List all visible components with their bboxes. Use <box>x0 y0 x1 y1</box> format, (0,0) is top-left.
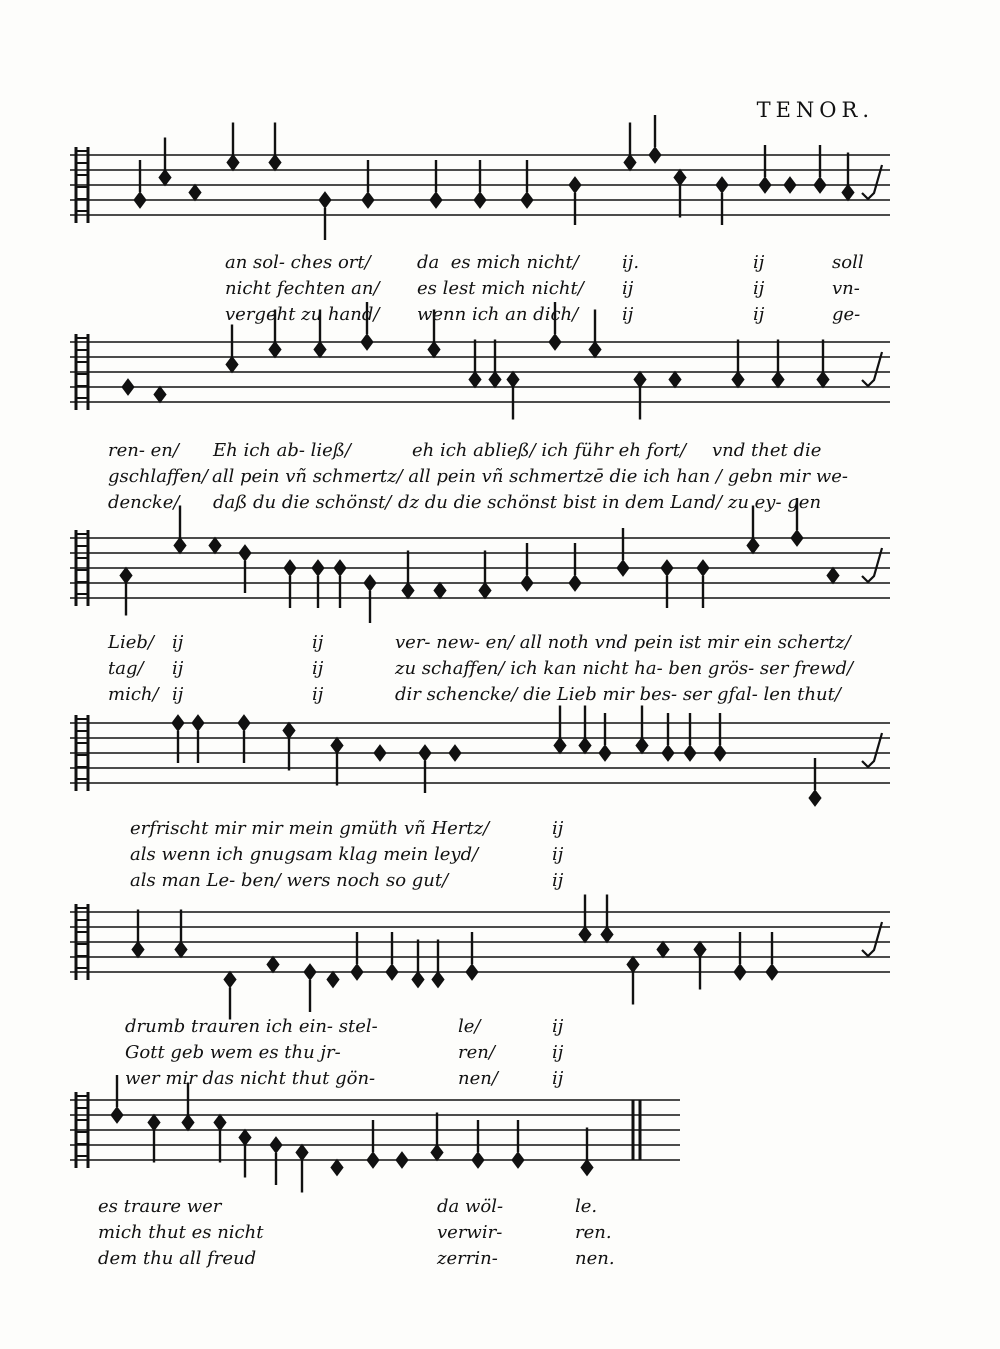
note <box>351 932 363 980</box>
note <box>466 932 478 980</box>
note <box>239 545 251 593</box>
note <box>784 177 796 193</box>
lyric-text: nicht fechten an/ <box>225 278 380 299</box>
note <box>192 715 204 763</box>
note <box>714 713 726 761</box>
note <box>367 1120 379 1168</box>
lyric-text: gschlaffen/ <box>108 466 208 487</box>
note <box>159 138 171 186</box>
staff <box>0 518 1000 628</box>
staff <box>0 135 1000 245</box>
note <box>334 560 346 608</box>
lyric-text: zerrin- <box>437 1248 498 1269</box>
note <box>227 123 239 171</box>
note <box>589 310 601 358</box>
lyric-text: eh ich abließ/ ich führ eh fort/ <box>412 440 687 461</box>
note <box>431 1113 443 1161</box>
lyric-text: mich/ <box>108 684 159 705</box>
note <box>716 177 728 225</box>
note <box>732 340 744 388</box>
note <box>331 738 343 786</box>
lyric-text: tag/ <box>108 658 144 679</box>
lyric-text: daß du die schönst/ <box>213 492 392 513</box>
lyric-text: Eh ich ab- ließ/ <box>213 440 351 461</box>
lyric-text: erfrischt mir mir mein gmüth vñ Hertz/ <box>130 818 490 839</box>
note <box>759 145 771 193</box>
note <box>636 706 648 754</box>
part-name: TENOR. <box>756 98 874 122</box>
note <box>396 1152 408 1168</box>
note <box>175 910 187 958</box>
note <box>842 153 854 201</box>
staff <box>0 892 1000 1002</box>
note <box>766 932 778 980</box>
note <box>827 568 839 584</box>
lyric-text: es lest mich nicht/ <box>417 278 584 299</box>
note <box>284 560 296 608</box>
note <box>434 583 446 599</box>
note <box>224 972 236 1020</box>
lyric-text: ij <box>552 844 564 865</box>
lyric-text: als man Le- ben/ wers noch so gut/ <box>130 870 449 891</box>
lyric-text: ij <box>172 684 184 705</box>
note <box>809 758 821 806</box>
note <box>512 1120 524 1168</box>
lyric-text: drumb trauren ich ein- stel- <box>125 1016 378 1037</box>
note <box>283 723 295 771</box>
note <box>419 745 431 793</box>
note <box>662 713 674 761</box>
note <box>581 1128 593 1176</box>
note <box>111 1075 123 1123</box>
note <box>579 706 591 754</box>
staff <box>0 322 1000 432</box>
lyric-text: dir schencke/ die Lieb mir bes- ser gfal- len thut/ <box>395 684 841 705</box>
note <box>312 560 324 608</box>
note <box>489 340 501 388</box>
note <box>148 1115 160 1163</box>
note <box>304 964 316 1012</box>
lyric-text: ij <box>172 632 184 653</box>
staff <box>0 703 1000 813</box>
lyric-text: es traure wer <box>98 1196 222 1217</box>
note <box>634 372 646 420</box>
lyric-text: dz du die schönst bist in dem Land/ zu ey- gen <box>398 492 822 513</box>
lyric-text: all pein vñ schmertz/ all pein vñ schmertzē die ich han / gebn mir we- <box>212 466 848 487</box>
note <box>599 713 611 761</box>
lyric-text: ge- <box>832 304 861 325</box>
note <box>214 1115 226 1163</box>
note <box>674 170 686 218</box>
note <box>657 942 669 958</box>
note <box>521 543 533 591</box>
lyric-text: vn- <box>832 278 860 299</box>
note <box>362 160 374 208</box>
note <box>569 177 581 225</box>
lyric-text: ij <box>172 658 184 679</box>
lyric-text: da es mich nicht/ <box>417 252 579 273</box>
lyric-text: ij <box>622 304 634 325</box>
note <box>402 551 414 599</box>
note <box>601 895 613 943</box>
note <box>479 551 491 599</box>
note <box>296 1145 308 1193</box>
staff <box>0 1080 1000 1190</box>
lyric-text: zu schaffen/ ich kan nicht ha- ben grös- ser frewd/ <box>395 658 854 679</box>
note <box>521 160 533 208</box>
note <box>507 372 519 420</box>
note <box>364 575 376 623</box>
note <box>661 560 673 608</box>
note <box>154 387 166 403</box>
note <box>267 957 279 973</box>
lyric-text: dem thu all freud <box>98 1248 257 1269</box>
note <box>374 745 386 761</box>
lyric-text: ij <box>552 1016 564 1037</box>
note <box>554 706 566 754</box>
lyric-text: ij <box>312 684 324 705</box>
lyric-text: ij <box>312 632 324 653</box>
lyric-text: vnd thet die <box>712 440 822 461</box>
note <box>817 340 829 388</box>
note <box>814 145 826 193</box>
note <box>432 940 444 988</box>
lyric-text: ij <box>753 304 765 325</box>
lyric-text: wenn ich an dich/ <box>417 304 579 325</box>
lyric-text: ij <box>622 278 634 299</box>
note <box>270 1137 282 1185</box>
note <box>189 185 201 201</box>
note <box>579 895 591 943</box>
note <box>617 528 629 576</box>
lyric-text: ij. <box>622 252 640 273</box>
note <box>624 123 636 171</box>
note <box>649 115 661 163</box>
note <box>172 715 184 763</box>
note <box>239 1130 251 1178</box>
note <box>238 715 250 763</box>
lyric-text: als wenn ich gnugsam klag mein leyd/ <box>130 844 479 865</box>
note <box>132 910 144 958</box>
lyric-text: dencke/ <box>108 492 180 513</box>
lyric-text: mich thut es nicht <box>98 1222 264 1243</box>
note <box>474 160 486 208</box>
note <box>669 372 681 388</box>
note <box>627 957 639 1005</box>
lyric-text: ij <box>552 818 564 839</box>
note <box>319 192 331 240</box>
lyric-text: ij <box>552 870 564 891</box>
lyric-text: ij <box>753 252 765 273</box>
note <box>386 932 398 980</box>
lyric-text: wer mir das nicht thut gön- <box>125 1068 376 1089</box>
lyric-text: da wöl- <box>437 1196 504 1217</box>
note <box>122 379 134 395</box>
note <box>694 942 706 990</box>
lyric-text: ren- en/ <box>108 440 179 461</box>
note <box>269 123 281 171</box>
note <box>697 560 709 608</box>
lyric-text: le. <box>575 1196 598 1217</box>
note <box>734 932 746 980</box>
note <box>449 745 461 761</box>
lyric-text: verwir- <box>437 1222 503 1243</box>
note <box>430 160 442 208</box>
lyric-text: ver- new- en/ all noth vnd pein ist mir ein schertz/ <box>395 632 851 653</box>
note <box>469 340 481 388</box>
lyric-text: ren/ <box>458 1042 495 1063</box>
lyric-text: soll <box>832 252 864 273</box>
lyric-text: nen/ <box>458 1068 498 1089</box>
note <box>209 538 221 554</box>
note <box>134 160 146 208</box>
lyric-text: nen. <box>575 1248 615 1269</box>
lyric-text: ij <box>552 1068 564 1089</box>
lyric-text: le/ <box>458 1016 481 1037</box>
lyric-text: Gott geb wem es thu jr- <box>125 1042 341 1063</box>
note <box>684 713 696 761</box>
note <box>472 1120 484 1168</box>
lyric-text: ij <box>312 658 324 679</box>
note <box>120 568 132 616</box>
lyric-text: vergeht zu hand/ <box>225 304 380 325</box>
lyric-text: ij <box>552 1042 564 1063</box>
lyric-text: Lieb/ <box>108 632 154 653</box>
note <box>226 325 238 373</box>
note <box>772 340 784 388</box>
lyric-text: ren. <box>575 1222 612 1243</box>
lyric-text: ij <box>753 278 765 299</box>
lyric-text: an sol- ches ort/ <box>225 252 371 273</box>
note <box>331 1160 343 1176</box>
note <box>412 940 424 988</box>
note <box>327 972 339 988</box>
note <box>569 543 581 591</box>
